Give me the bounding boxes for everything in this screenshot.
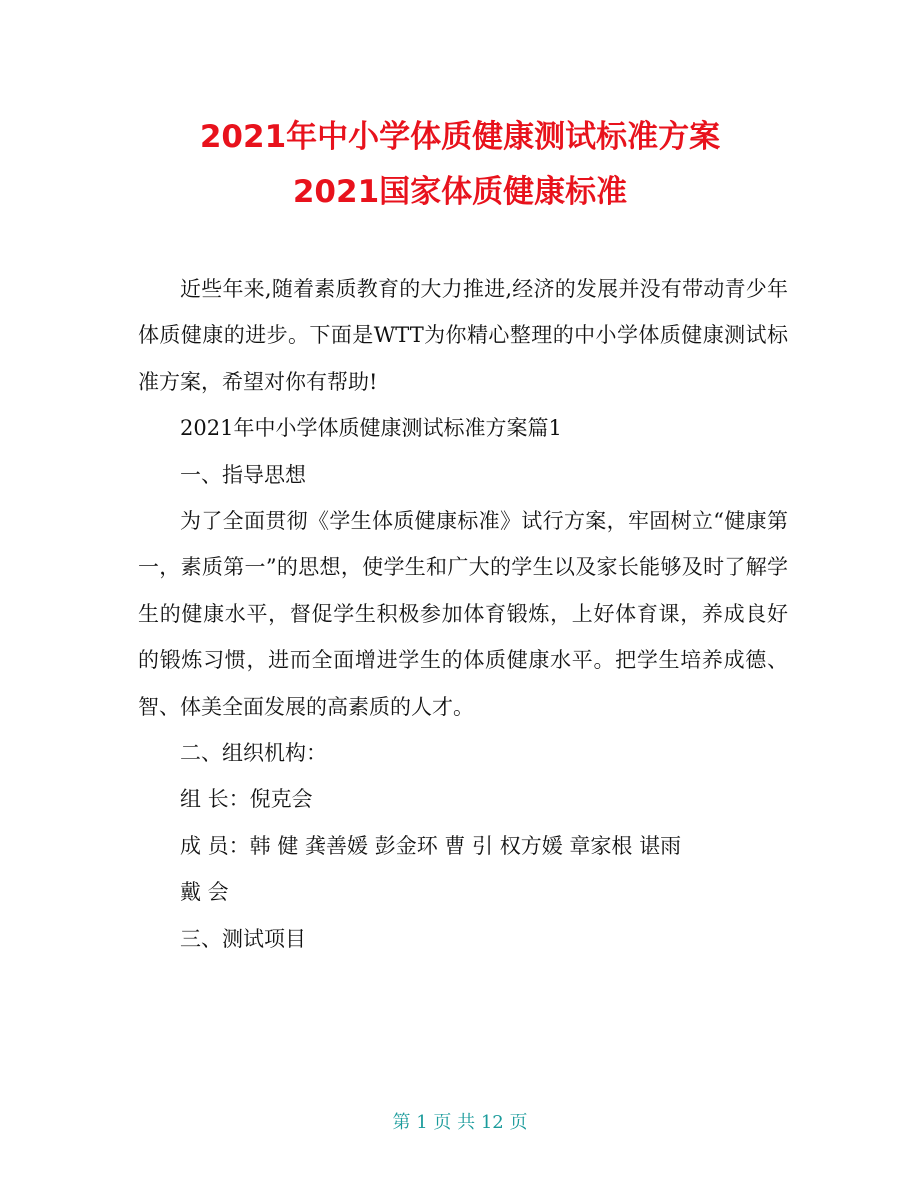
- team-leader-line: 组 长：倪克会: [180, 787, 313, 812]
- document-body: [138, 266, 788, 962]
- document-subtitle: 2021国家体质健康标准: [292, 174, 628, 210]
- team-members-line: 成 员：韩 健 龚善媛 彭金环 曹 引 权方媛 章家根 谌雨: [180, 833, 682, 858]
- heading-test-items: 三、测试项目: [180, 926, 306, 951]
- guiding-ideology-paragraph: 为了全面贯彻《学生体质健康标准》试行方案，牢固树立“健康第一，素质第一”的思想，使学生和广大的学生以及家长能够及时了解学生的健康水平，督促学生积极参加体育锻炼，上好体育课，养成良好的锻炼习惯，进而全面增进学生的体质健康水平。把学生培养成德、智、体美全面发展的高素质的人才。: [138, 509, 788, 719]
- heading-organization: 二、组织机构：: [180, 741, 327, 766]
- section-heading: 2021年中小学体质健康测试标准方案篇1: [180, 416, 562, 441]
- heading-guiding-ideology: 一、指导思想: [180, 462, 306, 487]
- team-members-continued: 戴 会: [180, 880, 229, 905]
- page-number-footer: 第 1 页 共 12 页: [392, 1112, 528, 1133]
- document-title: 2021年中小学体质健康测试标准方案: [199, 119, 721, 155]
- intro-paragraph: 近些年来,随着素质教育的大力推进,经济的发展并没有带动青少年体质健康的进步。下面是WTT为你精心整理的中小学体质健康测试标准方案，希望对你有帮助!: [138, 277, 788, 394]
